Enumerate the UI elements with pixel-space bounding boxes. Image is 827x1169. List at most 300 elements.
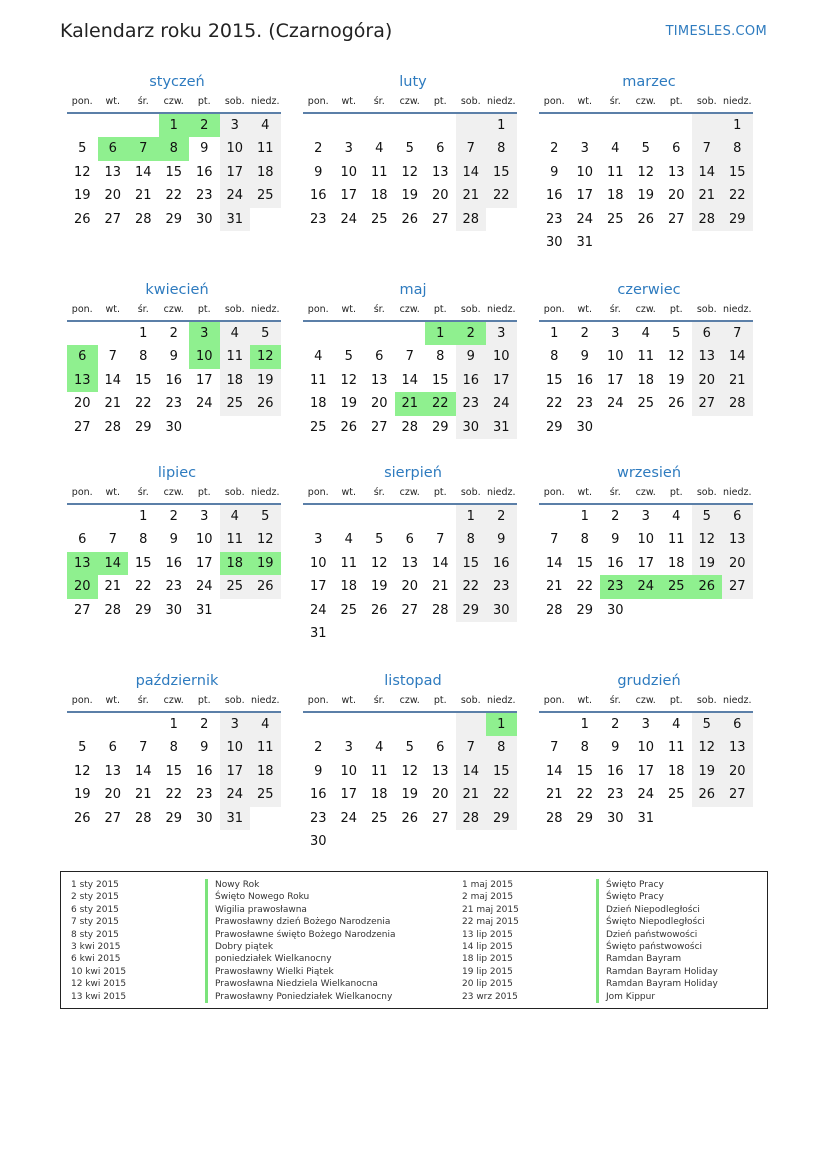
empty-cell	[303, 713, 334, 736]
empty-cell	[98, 114, 129, 137]
holiday-name: Jom Kippur	[596, 991, 655, 1003]
day-cell: 23	[309, 211, 327, 227]
empty-cell	[395, 505, 426, 528]
day-cell: 31	[220, 807, 251, 830]
month-block	[67, 671, 287, 830]
day-cell: 25	[220, 575, 251, 598]
holiday-date: 1 sty 2015	[71, 880, 119, 890]
holiday-name: Prawosławne święto Bożego Narodzenia	[205, 929, 396, 941]
month-name: grudzień	[617, 673, 681, 689]
day-cell: 27	[667, 211, 685, 227]
day-cell: 27	[370, 419, 388, 435]
holiday-date: 22 maj 2015	[462, 917, 519, 928]
day-cell: 16	[195, 763, 213, 779]
day-cell: 16	[165, 372, 183, 388]
brand-logo[interactable]: TIMESLES.COM	[665, 24, 767, 39]
holiday-date: 3 kwi 2015	[71, 941, 121, 952]
day-cell: 1	[580, 509, 589, 524]
day-cell: 30	[545, 234, 563, 250]
day-cell: 21	[134, 188, 152, 204]
day-cell: 10	[486, 345, 517, 368]
weekday-header: pt.	[425, 94, 456, 114]
day-cell: 15	[545, 372, 563, 388]
day-cell: 13	[104, 164, 122, 180]
day-cell: 19	[637, 188, 655, 204]
day-cell: 8	[139, 349, 148, 365]
month-block	[67, 72, 287, 231]
day-cell: 12	[73, 164, 91, 180]
holiday-day-cell: 7	[128, 137, 159, 160]
holiday-date: 13 kwi 2015	[71, 991, 127, 1002]
holiday-date: 10 kwi 2015	[71, 966, 127, 977]
day-cell: 5	[692, 713, 723, 736]
holiday-day-cell: 3	[189, 322, 220, 345]
day-cell: 12	[250, 528, 281, 551]
empty-cell	[364, 322, 395, 345]
weekday-header: sob.	[220, 693, 251, 713]
day-cell: 20	[73, 396, 91, 412]
empty-cell	[631, 114, 662, 137]
day-cell: 22	[576, 787, 594, 803]
weekday-header: wt.	[570, 485, 601, 505]
day-cell: 15	[134, 372, 152, 388]
day-cell: 17	[220, 760, 251, 783]
weekday-header: śr.	[128, 94, 159, 114]
day-cell: 4	[344, 532, 353, 548]
weekday-header: niedz.	[250, 94, 281, 114]
day-cell: 18	[370, 787, 388, 803]
day-cell: 22	[576, 579, 594, 595]
day-cell: 25	[667, 787, 685, 803]
day-cell: 12	[401, 164, 419, 180]
weekday-header: sob.	[456, 302, 487, 322]
day-cell: 13	[104, 763, 122, 779]
month-block	[303, 280, 523, 439]
weekday-header: pt.	[425, 302, 456, 322]
holiday-day-cell: 1	[486, 713, 517, 736]
holiday-date: 2 maj 2015	[462, 892, 514, 903]
weekday-header: sob.	[456, 485, 487, 505]
day-cell: 25	[340, 602, 358, 618]
holiday-name: Ramdan Bayram	[596, 953, 681, 965]
month-name: maj	[399, 282, 427, 298]
day-cell: 25	[220, 392, 251, 415]
day-cell: 3	[486, 322, 517, 345]
day-cell: 30	[576, 419, 594, 435]
weekday-header: pt.	[425, 693, 456, 713]
holiday-date: 2 sty 2015	[71, 892, 119, 903]
day-cell: 2	[486, 505, 517, 528]
holiday-date: 14 lip 2015	[462, 941, 513, 952]
day-cell: 1	[580, 717, 589, 732]
day-cell: 11	[250, 137, 281, 160]
month-grid	[303, 693, 523, 853]
day-cell: 31	[486, 416, 517, 439]
day-cell: 12	[692, 528, 723, 551]
weekday-header: pon.	[303, 94, 334, 114]
month-block	[539, 463, 759, 622]
month-grid	[67, 94, 287, 231]
weekday-header: pon.	[539, 693, 570, 713]
empty-cell	[67, 322, 98, 345]
weekday-header: sob.	[456, 94, 487, 114]
holiday-name: Ramdan Bayram Holiday	[596, 966, 718, 978]
day-cell: 23	[576, 396, 594, 412]
month-name: czerwiec	[617, 282, 681, 298]
day-cell: 9	[550, 164, 559, 180]
day-cell: 29	[134, 602, 152, 618]
weekday-header: śr.	[364, 485, 395, 505]
day-cell: 11	[250, 736, 281, 759]
empty-cell	[364, 713, 395, 736]
weekday-header: wt.	[334, 693, 365, 713]
empty-cell	[67, 505, 98, 528]
month-name: lipiec	[157, 465, 197, 481]
holiday-date: 13 lip 2015	[462, 929, 513, 940]
day-cell: 29	[576, 810, 594, 826]
empty-cell	[128, 114, 159, 137]
day-cell: 2	[169, 326, 178, 341]
weekday-header: sob.	[220, 302, 251, 322]
day-cell: 11	[667, 532, 685, 548]
holiday-day-cell: 19	[250, 552, 281, 575]
day-cell: 24	[576, 211, 594, 227]
day-cell: 20	[401, 579, 419, 595]
day-cell: 29	[165, 810, 183, 826]
day-cell: 9	[314, 164, 323, 180]
day-cell: 3	[641, 509, 650, 524]
empty-cell	[425, 505, 456, 528]
month-grid	[67, 485, 287, 622]
weekday-header: wt.	[98, 94, 129, 114]
day-cell: 7	[405, 349, 414, 365]
day-cell: 1	[486, 114, 517, 137]
day-cell: 6	[405, 532, 414, 548]
holiday-day-cell: 6	[67, 345, 98, 368]
weekday-header: czw.	[631, 302, 662, 322]
day-cell: 22	[134, 579, 152, 595]
day-cell: 15	[134, 555, 152, 571]
day-cell: 29	[576, 602, 594, 618]
day-cell: 28	[401, 419, 419, 435]
day-cell: 29	[722, 208, 753, 231]
day-cell: 30	[606, 602, 624, 618]
day-cell: 21	[545, 579, 563, 595]
day-cell: 20	[104, 188, 122, 204]
day-cell: 3	[641, 717, 650, 732]
holiday-day-cell: 13	[67, 369, 98, 392]
weekday-header: pt.	[189, 94, 220, 114]
weekday-header: sob.	[692, 693, 723, 713]
empty-cell	[334, 322, 365, 345]
day-cell: 26	[250, 392, 281, 415]
weekday-header: sob.	[456, 693, 487, 713]
day-cell: 29	[545, 419, 563, 435]
month-block	[303, 671, 523, 853]
day-cell: 4	[375, 740, 384, 756]
weekday-header: sob.	[220, 94, 251, 114]
day-cell: 11	[637, 349, 655, 365]
day-cell: 30	[165, 419, 183, 435]
day-cell: 8	[486, 137, 517, 160]
empty-cell	[303, 114, 334, 137]
day-cell: 12	[73, 763, 91, 779]
weekday-header: czw.	[631, 693, 662, 713]
holiday-day-cell: 8	[159, 137, 190, 160]
month-grid	[67, 302, 287, 439]
day-cell: 20	[722, 552, 753, 575]
day-cell: 26	[340, 419, 358, 435]
page-title: Kalendarz roku 2015. (Czarnogóra)	[60, 20, 393, 42]
day-cell: 5	[692, 505, 723, 528]
weekday-header: czw.	[159, 94, 190, 114]
holiday-day-cell: 1	[159, 114, 190, 137]
day-cell: 31	[195, 602, 213, 618]
day-cell: 23	[545, 211, 563, 227]
day-cell: 31	[576, 234, 594, 250]
weekday-header: wt.	[570, 94, 601, 114]
day-cell: 27	[722, 575, 753, 598]
holiday-day-cell: 14	[98, 552, 129, 575]
day-cell: 29	[165, 211, 183, 227]
day-cell: 26	[401, 211, 419, 227]
holiday-day-cell: 21	[395, 392, 426, 415]
day-cell: 1	[550, 326, 559, 341]
month-block	[539, 671, 759, 830]
day-cell: 24	[340, 810, 358, 826]
weekday-header: śr.	[600, 302, 631, 322]
day-cell: 10	[309, 555, 327, 571]
day-cell: 16	[309, 787, 327, 803]
weekday-header: wt.	[570, 302, 601, 322]
weekday-header: niedz.	[486, 94, 517, 114]
day-cell: 4	[672, 717, 681, 732]
holiday-date: 6 kwi 2015	[71, 954, 121, 965]
day-cell: 6	[436, 141, 445, 157]
day-cell: 16	[486, 552, 517, 575]
day-cell: 14	[134, 164, 152, 180]
day-cell: 21	[456, 184, 487, 207]
holiday-day-cell: 23	[600, 575, 631, 598]
weekday-header: czw.	[159, 302, 190, 322]
weekday-header: czw.	[631, 485, 662, 505]
day-cell: 1	[139, 326, 148, 341]
day-cell: 24	[486, 392, 517, 415]
day-cell: 30	[309, 833, 327, 849]
day-cell: 14	[431, 555, 449, 571]
holiday-day-cell: 2	[189, 114, 220, 137]
day-cell: 28	[456, 807, 487, 830]
day-cell: 4	[672, 509, 681, 524]
day-cell: 3	[611, 326, 620, 341]
holiday-name: Święto Pracy	[596, 879, 664, 891]
day-cell: 11	[606, 164, 624, 180]
day-cell: 4	[375, 141, 384, 157]
weekday-header: wt.	[98, 302, 129, 322]
weekday-header: pon.	[67, 693, 98, 713]
day-cell: 11	[667, 740, 685, 756]
holiday-day-cell: 25	[661, 575, 692, 598]
day-cell: 27	[73, 602, 91, 618]
day-cell: 11	[220, 528, 251, 551]
day-cell: 24	[220, 184, 251, 207]
day-cell: 16	[606, 763, 624, 779]
day-cell: 19	[401, 787, 419, 803]
day-cell: 31	[309, 625, 327, 641]
day-cell: 9	[611, 740, 620, 756]
holiday-day-cell: 1	[425, 322, 456, 345]
day-cell: 27	[431, 810, 449, 826]
day-cell: 4	[220, 505, 251, 528]
day-cell: 11	[309, 372, 327, 388]
day-cell: 5	[78, 740, 87, 756]
weekday-header: sob.	[692, 94, 723, 114]
weekday-header: czw.	[159, 693, 190, 713]
day-cell: 16	[195, 164, 213, 180]
holiday-name: Wigilia prawosławna	[205, 904, 307, 916]
day-cell: 22	[486, 184, 517, 207]
weekday-header: czw.	[395, 485, 426, 505]
holiday-day-cell: 22	[425, 392, 456, 415]
holiday-day-cell: 10	[189, 345, 220, 368]
holiday-name: poniedziałek Wielkanocny	[205, 953, 332, 965]
day-cell: 18	[667, 555, 685, 571]
day-cell: 15	[576, 763, 594, 779]
day-cell: 20	[431, 787, 449, 803]
day-cell: 7	[550, 740, 559, 756]
day-cell: 26	[667, 396, 685, 412]
empty-cell	[539, 114, 570, 137]
holiday-name: Nowy Rok	[205, 879, 259, 891]
day-cell: 26	[73, 810, 91, 826]
month-name: marzec	[622, 74, 676, 90]
day-cell: 18	[606, 188, 624, 204]
day-cell: 13	[431, 763, 449, 779]
empty-cell	[395, 322, 426, 345]
day-cell: 28	[456, 208, 487, 231]
day-cell: 4	[314, 349, 323, 365]
empty-cell	[570, 114, 601, 137]
weekday-header: czw.	[631, 94, 662, 114]
month-name: sierpień	[384, 465, 442, 481]
weekday-header: pt.	[661, 94, 692, 114]
day-cell: 18	[340, 579, 358, 595]
day-cell: 17	[637, 763, 655, 779]
day-cell: 18	[250, 161, 281, 184]
day-cell: 8	[580, 740, 589, 756]
day-cell: 5	[375, 532, 384, 548]
day-cell: 28	[431, 602, 449, 618]
day-cell: 18	[309, 396, 327, 412]
day-cell: 12	[667, 349, 685, 365]
day-cell: 22	[165, 188, 183, 204]
month-name: listopad	[384, 673, 442, 689]
weekday-header: pon.	[67, 94, 98, 114]
weekday-header: wt.	[98, 485, 129, 505]
day-cell: 10	[340, 763, 358, 779]
day-cell: 21	[545, 787, 563, 803]
day-cell: 8	[486, 736, 517, 759]
day-cell: 20	[692, 369, 723, 392]
month-name: styczeń	[149, 74, 205, 90]
day-cell: 22	[456, 575, 487, 598]
day-cell: 28	[134, 211, 152, 227]
day-cell: 30	[456, 416, 487, 439]
day-cell: 6	[692, 322, 723, 345]
day-cell: 28	[104, 602, 122, 618]
day-cell: 19	[73, 188, 91, 204]
day-cell: 27	[104, 211, 122, 227]
day-cell: 2	[314, 141, 323, 157]
month-grid	[539, 485, 759, 622]
day-cell: 15	[165, 763, 183, 779]
empty-cell	[539, 505, 570, 528]
day-cell: 20	[431, 188, 449, 204]
day-cell: 10	[606, 349, 624, 365]
day-cell: 24	[195, 579, 213, 595]
day-cell: 5	[641, 141, 650, 157]
day-cell: 28	[134, 810, 152, 826]
day-cell: 7	[456, 736, 487, 759]
weekday-header: niedz.	[722, 302, 753, 322]
holiday-name: Święto Niepodległości	[596, 916, 705, 928]
day-cell: 26	[73, 211, 91, 227]
empty-cell	[661, 114, 692, 137]
holiday-date: 21 maj 2015	[462, 904, 519, 915]
day-cell: 21	[104, 396, 122, 412]
holiday-day-cell: 12	[250, 345, 281, 368]
holiday-date: 7 sty 2015	[71, 917, 119, 928]
holiday-date: 23 wrz 2015	[462, 991, 518, 1002]
month-grid	[539, 94, 759, 254]
day-cell: 16	[545, 188, 563, 204]
month-block	[303, 463, 523, 645]
day-cell: 4	[250, 114, 281, 137]
weekday-header: pt.	[189, 302, 220, 322]
day-cell: 2	[580, 326, 589, 341]
day-cell: 14	[722, 345, 753, 368]
weekday-header: niedz.	[486, 302, 517, 322]
day-cell: 23	[165, 396, 183, 412]
empty-cell	[425, 114, 456, 137]
month-name: wrzesień	[616, 465, 682, 481]
holiday-name: Dzień państwowości	[596, 929, 697, 941]
empty-cell	[456, 713, 487, 736]
weekday-header: pon.	[303, 693, 334, 713]
day-cell: 16	[309, 188, 327, 204]
day-cell: 19	[667, 372, 685, 388]
holiday-date: 8 sty 2015	[71, 929, 119, 940]
empty-cell	[67, 713, 98, 736]
day-cell: 27	[431, 211, 449, 227]
empty-cell	[334, 114, 365, 137]
day-cell: 10	[220, 137, 251, 160]
day-cell: 2	[550, 141, 559, 157]
day-cell: 22	[165, 787, 183, 803]
day-cell: 9	[169, 532, 178, 548]
empty-cell	[98, 505, 129, 528]
month-block	[539, 72, 759, 254]
weekday-header: pon.	[539, 302, 570, 322]
day-cell: 3	[200, 509, 209, 524]
day-cell: 31	[637, 810, 655, 826]
day-cell: 24	[340, 211, 358, 227]
day-cell: 3	[580, 141, 589, 157]
day-cell: 24	[606, 396, 624, 412]
day-cell: 5	[405, 141, 414, 157]
day-cell: 3	[220, 114, 251, 137]
weekday-header: czw.	[395, 302, 426, 322]
